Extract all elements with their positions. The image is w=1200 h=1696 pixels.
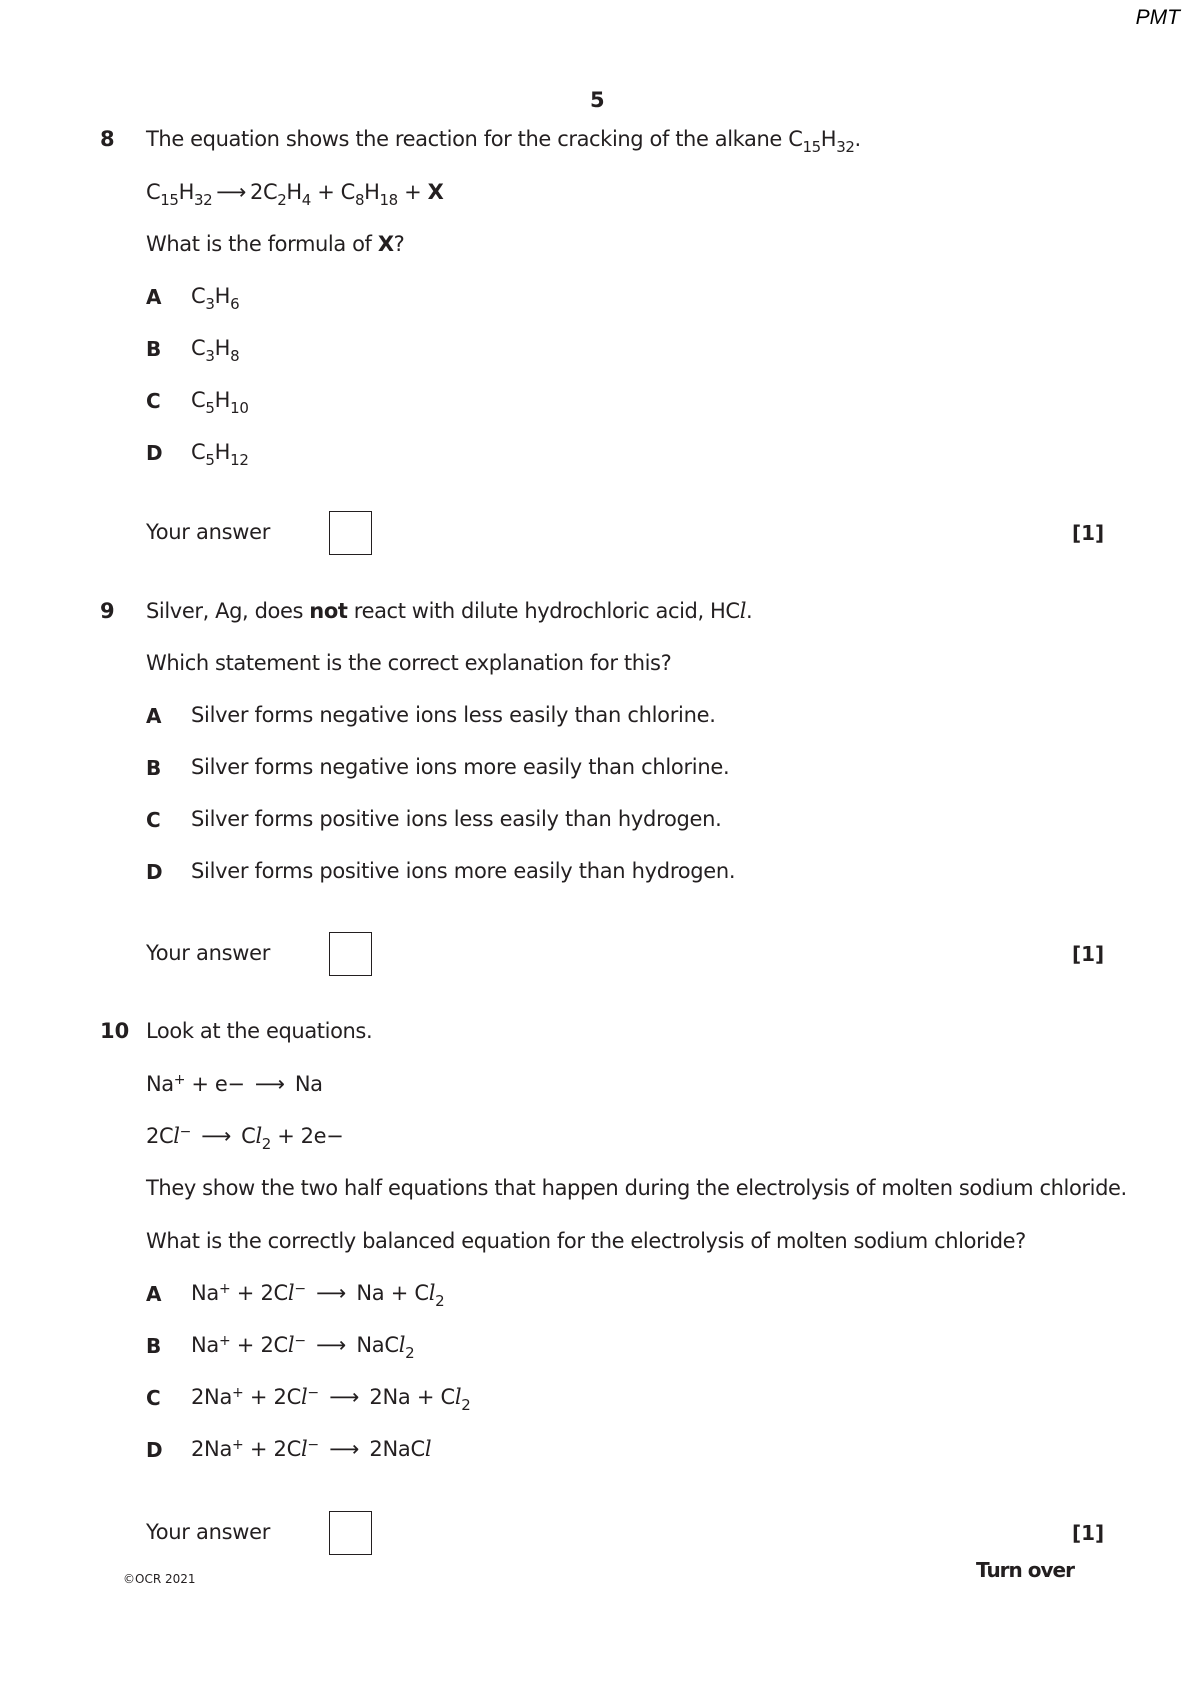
q8-option-a-text: $C_3H_6$	[191, 284, 240, 313]
prompt-text: What is the formula of	[146, 232, 378, 256]
q9-answer-box[interactable]	[329, 932, 372, 976]
stem-suffix: react with dilute hydrochloric acid, HC	[347, 599, 740, 623]
stem-bold: not	[309, 599, 348, 623]
prompt-suffix: ?	[393, 232, 405, 256]
q8-option-b-text: $C_3H_8$	[191, 336, 240, 365]
q9-answer-label: Your answer	[146, 941, 271, 965]
half-equation-1: Na+ + e− ⟶ Na	[146, 1072, 323, 1096]
q9-option-c-text: Silver forms positive ions less easily than hydrogen.	[191, 807, 722, 831]
stem-text: The equation shows the reaction for the cracking of the alkane	[146, 127, 789, 151]
question-9-number: 9	[100, 599, 115, 623]
page-number: 5	[590, 88, 605, 112]
question-9-prompt: Which statement is the correct explanation for this?	[146, 651, 672, 675]
question-10-stem: Look at the equations.	[146, 1019, 373, 1043]
watermark: PMT	[1135, 6, 1180, 29]
stem-text: Silver, Ag, does	[146, 599, 310, 623]
q8-option-d-text: $C_5H_{12}$	[191, 440, 249, 469]
q10-answer-box[interactable]	[329, 1511, 372, 1555]
q9-option-d-letter: D	[146, 860, 163, 884]
stem-italic: l	[739, 599, 747, 623]
q9-marks: [1]	[1072, 942, 1105, 966]
q9-option-a-text: Silver forms negative ions less easily than chlorine.	[191, 703, 716, 727]
prompt-bold: X	[377, 232, 394, 256]
question-8-prompt	[146, 232, 404, 256]
q8-answer-label: Your answer	[146, 520, 271, 544]
q10-marks: [1]	[1072, 1521, 1105, 1545]
q8-option-d-letter: D	[146, 441, 163, 465]
q8-option-b-letter: B	[146, 337, 162, 361]
q8-marks: [1]	[1072, 521, 1105, 545]
q10-option-c-letter: C	[146, 1386, 161, 1410]
q8-option-a-letter: A	[146, 285, 162, 309]
question-8-stem: The equation shows the reaction for the cracking of the alkane $C_{15}H_{32}$.	[146, 127, 861, 156]
stem-end: .	[746, 599, 753, 623]
q9-option-c-letter: C	[146, 808, 161, 832]
question-9-stem	[146, 599, 752, 623]
q10-option-c-text: 2Na+ + 2Cl− ⟶ $2Na + Cl_2$	[191, 1385, 471, 1414]
q10-option-d-text: 2Na+ + 2Cl− ⟶ 2NaCl	[191, 1437, 432, 1461]
q10-option-d-letter: D	[146, 1438, 163, 1462]
question-10-prompt: What is the correctly balanced equation for the electrolysis of molten sodium chloride?	[146, 1229, 1026, 1253]
q9-option-d-text: Silver forms positive ions more easily than hydrogen.	[191, 859, 736, 883]
copyright: ©OCR 2021	[123, 1572, 196, 1586]
q8-answer-box[interactable]	[329, 511, 372, 555]
half-equation-2: 2Cl− ⟶ $Cl_2 + 2e-$	[146, 1124, 344, 1153]
question-8-equation: $C_{15}H_{32}$ ⟶ $2C_2H_4 + C_8H_{18} + X$	[146, 180, 444, 209]
q8-option-c-text: $C_5H_{10}$	[191, 388, 249, 417]
q9-option-b-text: Silver forms negative ions more easily than chlorine.	[191, 755, 730, 779]
question-10-number: 10	[100, 1019, 130, 1043]
q10-option-a-text: Na+ + 2Cl− ⟶ $Na + Cl_2$	[191, 1281, 445, 1310]
q9-option-a-letter: A	[146, 704, 162, 728]
q10-option-b-letter: B	[146, 1334, 162, 1358]
question-10-context: They show the two half equations that happen during the electrolysis of molten sodium chloride.	[146, 1176, 1127, 1200]
q9-option-b-letter: B	[146, 756, 162, 780]
turn-over: Turn over	[976, 1558, 1074, 1582]
q10-answer-label: Your answer	[146, 1520, 271, 1544]
question-8-number: 8	[100, 127, 115, 151]
q10-option-a-letter: A	[146, 1282, 162, 1306]
q8-option-c-letter: C	[146, 389, 161, 413]
q10-option-b-text: Na+ + 2Cl− ⟶ NaCl$_2$	[191, 1333, 415, 1362]
